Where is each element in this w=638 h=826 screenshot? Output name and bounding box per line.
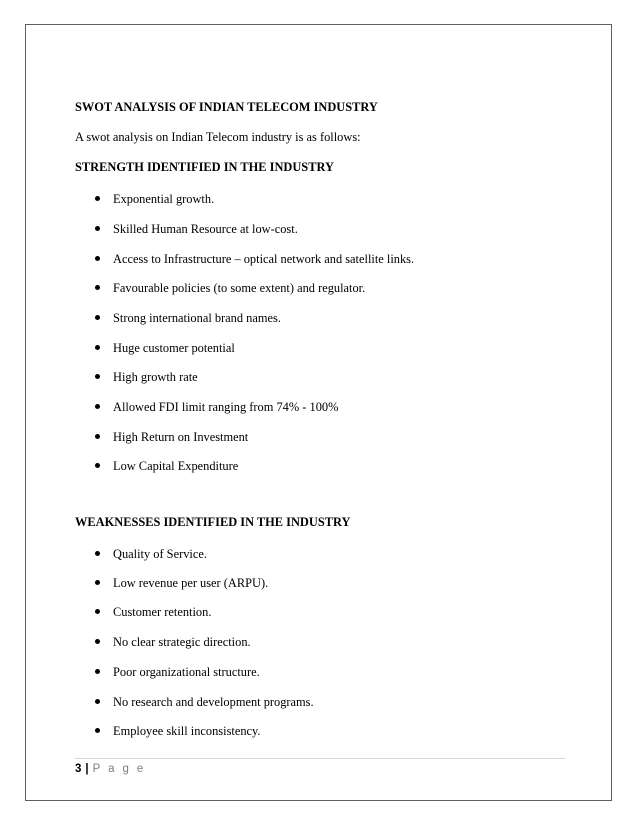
page-label: P a g e (92, 763, 146, 775)
bullet-icon (95, 551, 100, 556)
weaknesses-heading: WEAKNESSES IDENTIFIED IN THE INDUSTRY (75, 515, 351, 529)
bullet-icon (95, 609, 100, 614)
bullet-icon (95, 315, 100, 320)
bullet-icon (95, 639, 100, 644)
bullet-icon (95, 374, 100, 379)
document-page: SWOT ANALYSIS OF INDIAN TELECOM INDUSTRY A swot analysis on Indian Telecom industry is as follows: STRENGTH IDENTIFIED IN THE INDUSTRY Exponential growth. Skilled Human Resource at low-cost. Access to Infrastructure – optical network and satellite links. Favourable policies (to some extent) and regulator. Strong international brand names. Huge customer potential High growth rate Allowed FDI limit ranging from 74% - 100% High Return on Investment Low Capital Expenditure WEAKNESSES IDENTIFIED IN THE INDUSTRY Quality of Service. Low revenue per user (ARPU). Customer retention. No clear strategic direction. Poor organizational structure. No research and development programs. Employee skill inconsistency. 3 | P a g e (0, 0, 638, 826)
bullet-icon (95, 196, 100, 201)
footer-separator: | (85, 763, 89, 775)
bullet-icon (95, 669, 100, 674)
bullet-icon (95, 345, 100, 350)
footer-divider (75, 758, 565, 759)
document-title: SWOT ANALYSIS OF INDIAN TELECOM INDUSTRY (75, 100, 378, 114)
page-number: 3 (75, 763, 82, 775)
bullet-icon (95, 285, 100, 290)
bullet-icon (95, 728, 100, 733)
bullet-icon (95, 256, 100, 261)
bullet-icon (95, 404, 100, 409)
bullet-icon (95, 226, 100, 231)
bullet-icon (95, 463, 100, 468)
bullet-icon (95, 699, 100, 704)
page-footer (75, 763, 146, 775)
bullet-icon (95, 580, 100, 585)
intro-paragraph: A swot analysis on Indian Telecom industry is as follows: (75, 130, 361, 144)
strengths-heading: STRENGTH IDENTIFIED IN THE INDUSTRY (75, 160, 334, 174)
bullet-icon (95, 434, 100, 439)
